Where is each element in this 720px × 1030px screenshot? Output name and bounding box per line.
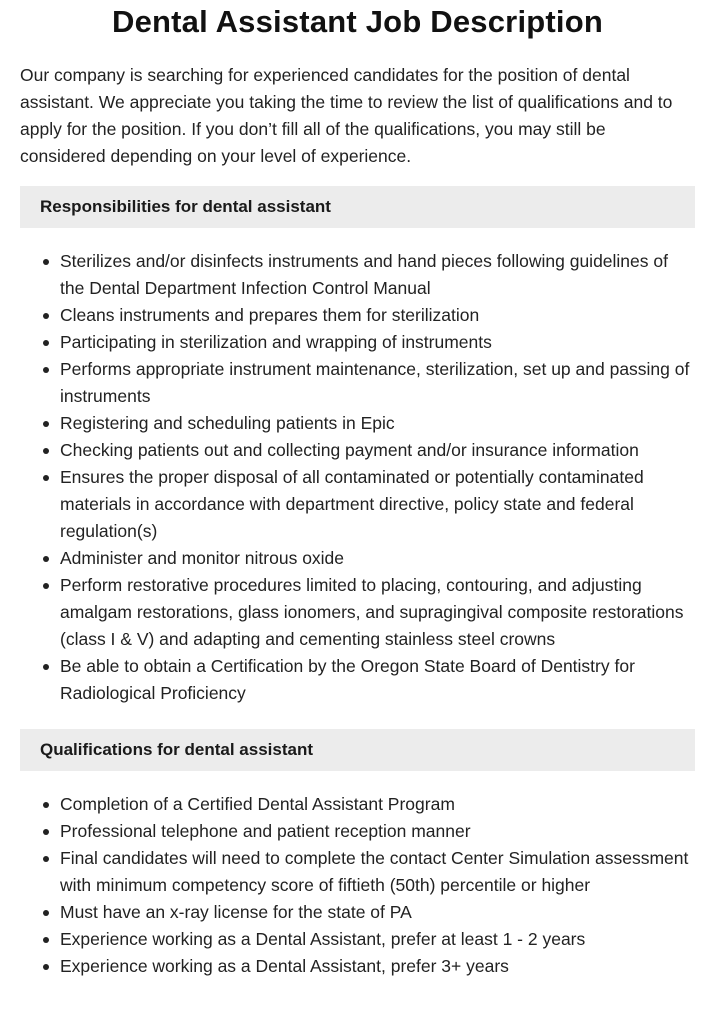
list-item: Sterilizes and/or disinfects instruments and hand pieces following guidelines of the Dental Department Infection Control Manual	[60, 248, 695, 302]
list-item: Final candidates will need to complete the contact Center Simulation assessment with minimum competency score of fiftieth (50th) percentile or higher	[60, 845, 695, 899]
list-item: Be able to obtain a Certification by the Oregon State Board of Dentistry for Radiological Proficiency	[60, 653, 695, 707]
list-item: Administer and monitor nitrous oxide	[60, 545, 695, 572]
list-item: Performs appropriate instrument maintenance, sterilization, set up and passing of instruments	[60, 356, 695, 410]
list-item: Perform restorative procedures limited to placing, contouring, and adjusting amalgam restorations, glass ionomers, and supragingival composite restorations (class I & V) and adapting and cementing stainless steel crowns	[60, 572, 695, 653]
list-item: Participating in sterilization and wrapping of instruments	[60, 329, 695, 356]
responsibilities-list	[20, 248, 695, 707]
list-item: Checking patients out and collecting payment and/or insurance information	[60, 437, 695, 464]
intro-paragraph: Our company is searching for experienced candidates for the position of dental assistant. We appreciate you taking the time to review the list of qualifications and to apply for the position. If you don’t fill all of the qualifications, you may still be considered depending on your level of experience.	[20, 65, 673, 166]
qualifications-heading: Qualifications for dental assistant	[20, 729, 695, 771]
list-item: Experience working as a Dental Assistant, prefer at least 1 - 2 years	[60, 926, 695, 953]
list-item: Ensures the proper disposal of all contaminated or potentially contaminated materials in accordance with department directive, policy state and federal regulation(s)	[60, 464, 695, 545]
list-item: Cleans instruments and prepares them for sterilization	[60, 302, 695, 329]
list-item: Registering and scheduling patients in Epic	[60, 410, 695, 437]
list-item: Professional telephone and patient reception manner	[60, 818, 695, 845]
list-item: Must have an x-ray license for the state of PA	[60, 899, 695, 926]
qualifications-list	[20, 791, 695, 980]
list-item: Experience working as a Dental Assistant, prefer 3+ years	[60, 953, 695, 980]
page-title: Dental Assistant Job Description	[111, 4, 604, 39]
responsibilities-heading: Responsibilities for dental assistant	[20, 186, 695, 228]
list-item: Completion of a Certified Dental Assistant Program	[60, 791, 695, 818]
